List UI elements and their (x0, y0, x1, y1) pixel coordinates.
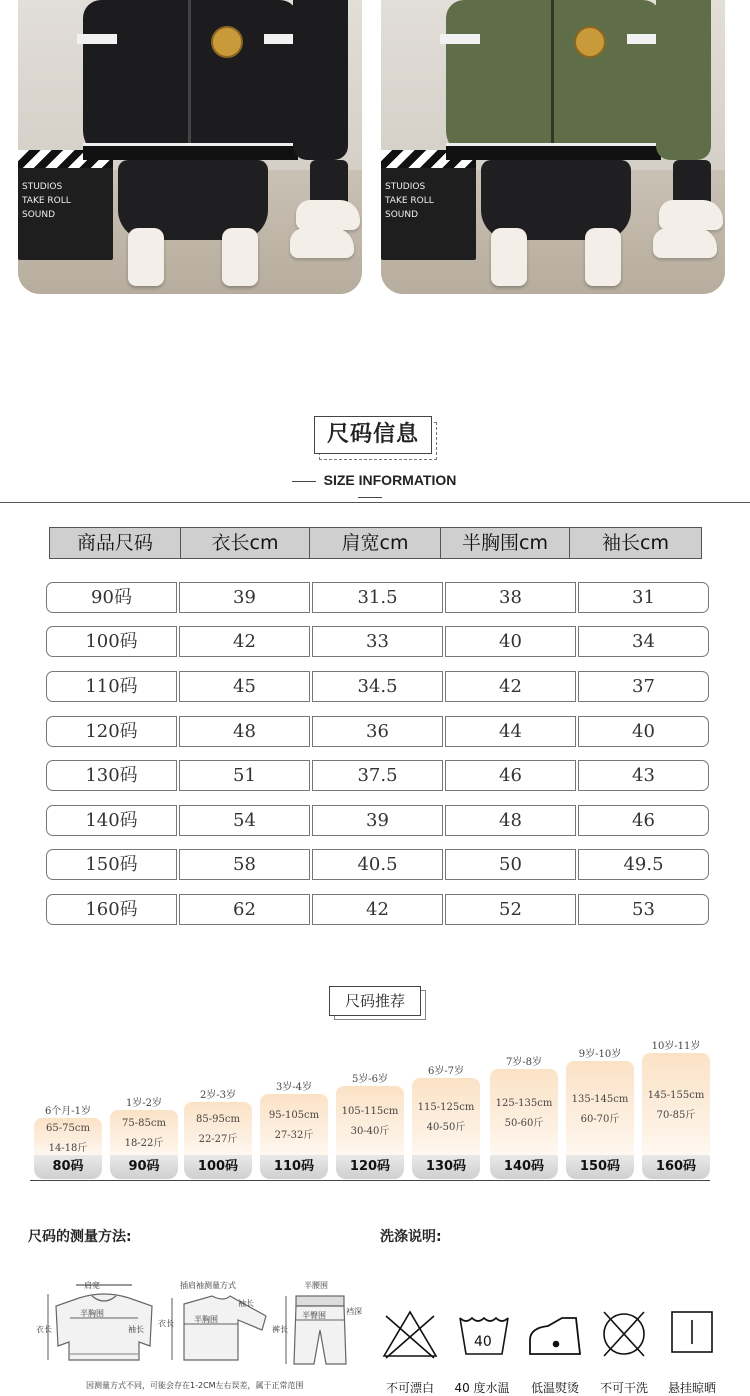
recommend-height: 95-105cm (268, 1110, 320, 1122)
measure-cell: 37 (578, 671, 709, 702)
measure-cell: 31.5 (312, 582, 443, 613)
measure-cell: 39 (312, 805, 443, 836)
measure-cell: 38 (445, 582, 576, 613)
measure-title: 尺码的测量方法: (28, 1229, 132, 1245)
measure-cell: 40 (445, 626, 576, 657)
measure-diagram (34, 1276, 364, 1376)
recommend-bar (336, 1086, 404, 1155)
recommend-height: 85-95cm (196, 1114, 240, 1126)
size-cell: 150码 (46, 849, 177, 880)
column-header: 半胸围cm (440, 527, 569, 559)
measure-cell: 33 (312, 626, 443, 657)
recommend-weight: 70-85斤 (656, 1110, 696, 1122)
measure-cell: 42 (445, 671, 576, 702)
recommend-title: 尺码推荐 (329, 986, 421, 1016)
care-label-hang-dry: 悬挂晾晒 (667, 1381, 716, 1395)
measure-cell: 36 (312, 716, 443, 747)
product-photo-black (18, 0, 362, 294)
recommend-height: 135-145cm (571, 1094, 629, 1106)
product-photo-green (381, 0, 725, 294)
measure-cell: 43 (578, 760, 709, 791)
size-cell: 160码 (46, 894, 177, 925)
measure-cell: 53 (578, 894, 709, 925)
table-row (46, 805, 702, 837)
recommend-baseline (30, 1180, 710, 1181)
recommend-bar (642, 1053, 710, 1155)
recommend-bar (412, 1078, 480, 1156)
label-shoulder: 肩宽 (84, 1281, 100, 1290)
size-table-header (49, 527, 703, 559)
recommend-size: 90码 (110, 1155, 178, 1179)
measure-cell: 51 (179, 760, 310, 791)
measure-cell: 34.5 (312, 671, 443, 702)
measure-cell: 52 (445, 894, 576, 925)
recommend-height: 65-75cm (46, 1122, 90, 1134)
recommend-size: 130码 (412, 1155, 480, 1179)
page-subtitle: SIZE INFORMATION (270, 472, 470, 504)
no-bleach-icon (384, 1312, 436, 1358)
column-header: 衣长cm (180, 527, 309, 559)
hang-dry-icon (672, 1312, 712, 1352)
table-row (46, 894, 702, 926)
recommend-weight: 14-18斤 (48, 1142, 88, 1154)
care-label-no-dry-clean: 不可干洗 (599, 1381, 648, 1395)
size-cell: 130码 (46, 760, 177, 791)
measure-cell: 42 (179, 626, 310, 657)
recommend-height: 145-155cm (647, 1090, 705, 1102)
measure-cell: 58 (179, 849, 310, 880)
lion-badge-icon (574, 26, 606, 58)
jacket-black (83, 0, 298, 160)
recommend-age: 3岁-4岁 (275, 1081, 313, 1093)
recommend-age: 6岁-7岁 (427, 1065, 465, 1077)
table-row (46, 849, 702, 881)
iron-low-icon (530, 1318, 580, 1354)
measure-cell: 49.5 (578, 849, 709, 880)
recommend-weight: 60-70斤 (580, 1114, 620, 1126)
clapperboard: STUDIOS TAKE ROLL SOUND (18, 150, 113, 260)
measure-cell: 31 (578, 582, 709, 613)
recommend-size: 150码 (566, 1155, 634, 1179)
recommend-age: 1岁-2岁 (125, 1097, 163, 1109)
recommend-age: 7岁-8岁 (505, 1057, 543, 1069)
no-dry-clean-icon (604, 1312, 644, 1356)
measure-cell: 40 (578, 716, 709, 747)
table-row (46, 626, 702, 658)
label-raglan: 插肩袖测量方式 (180, 1281, 236, 1290)
label-pants-length: 裤长 (272, 1325, 288, 1334)
measure-cell: 46 (445, 760, 576, 791)
measure-cell: 62 (179, 894, 310, 925)
recommend-weight: 50-60斤 (504, 1118, 544, 1130)
pants-diagram (294, 1296, 346, 1364)
column-header: 肩宽cm (309, 527, 440, 559)
measure-cell: 42 (312, 894, 443, 925)
size-cell: 110码 (46, 671, 177, 702)
measure-cell: 45 (179, 671, 310, 702)
recommend-age: 9岁-10岁 (578, 1049, 622, 1061)
recommend-bar (260, 1094, 328, 1155)
size-cell: 100码 (46, 626, 177, 657)
label-length: 衣长 (36, 1325, 52, 1334)
wash-temperature: 40 (474, 1334, 492, 1350)
recommend-size: 110码 (260, 1155, 328, 1179)
recommend-size: 160码 (642, 1155, 710, 1179)
measure-cell: 40.5 (312, 849, 443, 880)
recommend-bar (490, 1069, 558, 1155)
recommend-size: 140码 (490, 1155, 558, 1179)
measure-cell: 48 (445, 805, 576, 836)
column-header: 商品尺码 (49, 527, 180, 559)
care-label-iron-low: 低温熨烫 (530, 1381, 579, 1395)
measure-cell: 48 (179, 716, 310, 747)
table-row (46, 671, 702, 703)
label-hip-depth: 裆深 (346, 1307, 362, 1316)
size-cell: 90码 (46, 582, 177, 613)
recommend-weight: 30-40斤 (350, 1126, 390, 1138)
measure-cell: 44 (445, 716, 576, 747)
care-title: 洗涤说明: (380, 1229, 442, 1245)
measure-cell: 46 (578, 805, 709, 836)
recommend-height: 125-135cm (495, 1098, 553, 1110)
recommend-height: 75-85cm (122, 1118, 166, 1130)
recommend-weight: 18-22斤 (124, 1138, 164, 1150)
jacket-green (446, 0, 661, 160)
page-title: 尺码信息 (314, 416, 432, 454)
recommend-age: 6个月-1岁 (44, 1106, 92, 1117)
label-half-chest-raglan: 半胸围 (194, 1315, 218, 1324)
care-icons (378, 1304, 723, 1364)
column-header: 袖长cm (569, 527, 702, 559)
measure-cell: 54 (179, 805, 310, 836)
label-sleeve-raglan: 袖长 (238, 1299, 254, 1308)
label-length-raglan: 衣长 (158, 1319, 174, 1328)
recommend-height: 105-115cm (341, 1106, 399, 1118)
size-cell: 140码 (46, 805, 177, 836)
label-sleeve: 袖长 (128, 1325, 144, 1334)
care-label-no-bleach: 不可漂白 (385, 1381, 434, 1395)
recommend-height: 115-125cm (417, 1102, 475, 1114)
recommend-weight: 40-50斤 (426, 1122, 466, 1134)
lion-badge-icon (211, 26, 243, 58)
recommend-size: 80码 (34, 1155, 102, 1179)
recommend-age: 5岁-6岁 (351, 1073, 389, 1085)
measure-cell: 34 (578, 626, 709, 657)
table-row (46, 582, 702, 614)
recommend-age: 10岁-11岁 (651, 1041, 701, 1053)
recommend-age: 2岁-3岁 (199, 1089, 237, 1101)
measure-cell: 39 (179, 582, 310, 613)
label-half-hip: 半臀围 (302, 1311, 326, 1320)
recommend-bar (184, 1102, 252, 1155)
label-half-waist: 半腰围 (304, 1281, 328, 1290)
label-half-chest: 半胸围 (80, 1309, 104, 1318)
recommend-size: 100码 (184, 1155, 252, 1179)
care-label-wash-40: 40 度水温 (454, 1381, 510, 1395)
clapperboard: STUDIOS TAKE ROLL SOUND (381, 150, 476, 260)
divider (0, 502, 750, 503)
size-cell: 120码 (46, 716, 177, 747)
measure-cell: 50 (445, 849, 576, 880)
table-row (46, 760, 702, 792)
table-row (46, 716, 702, 748)
recommend-bar (566, 1061, 634, 1155)
measure-cell: 37.5 (312, 760, 443, 791)
recommend-size: 120码 (336, 1155, 404, 1179)
measure-note: 因测量方式不同，可能会存在1-2CM左右误差，属于正常范围 (86, 1381, 304, 1390)
recommend-weight: 22-27斤 (198, 1134, 238, 1146)
recommend-weight: 27-32斤 (274, 1130, 314, 1142)
